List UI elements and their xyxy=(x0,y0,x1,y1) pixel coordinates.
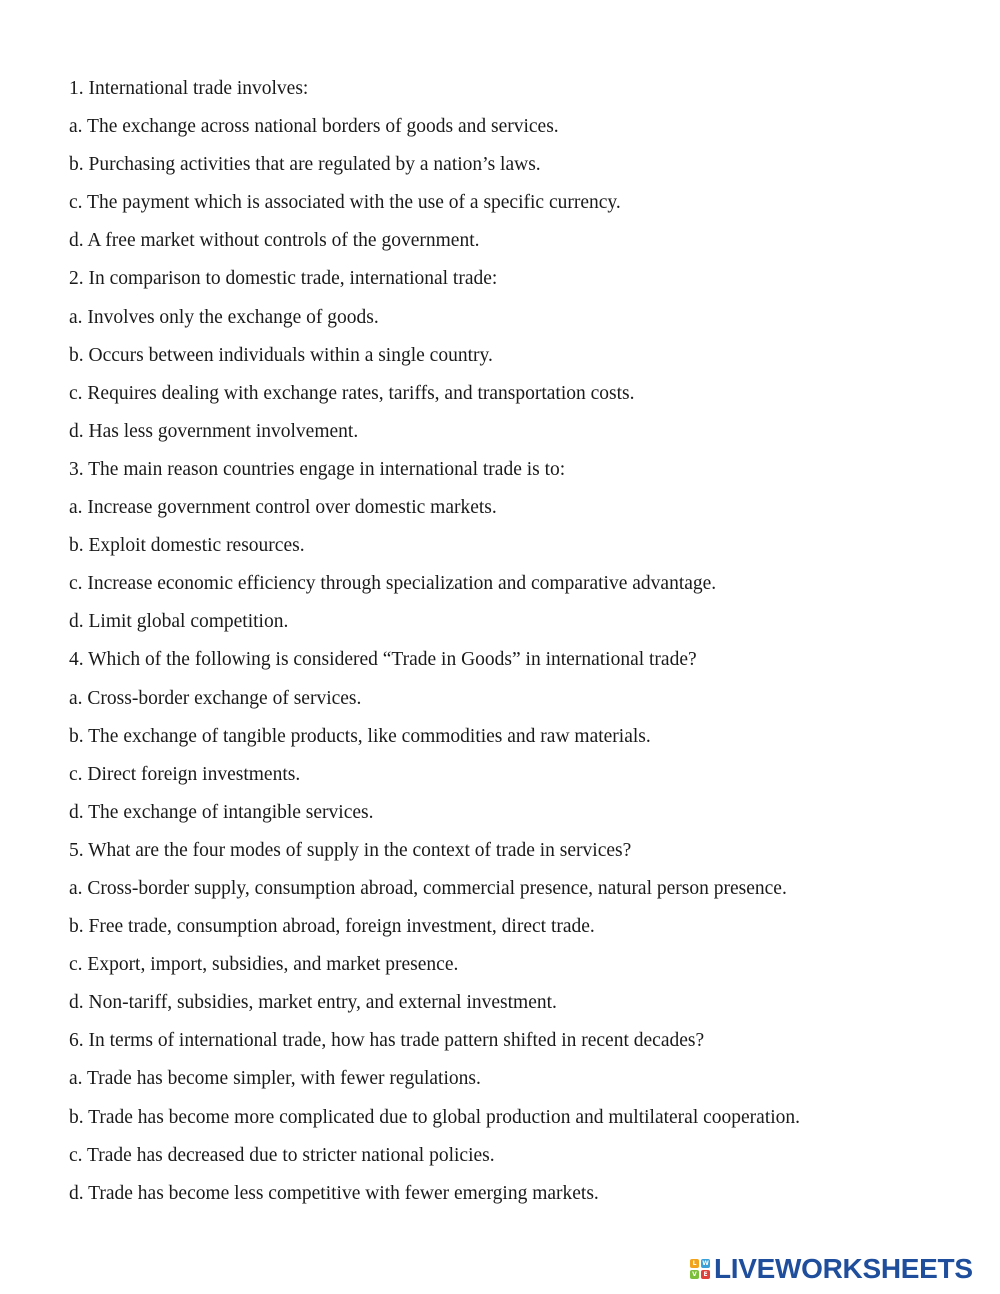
question-3-option-d: d. Limit global competition. xyxy=(69,611,289,633)
logo-tile-e: E xyxy=(701,1270,710,1279)
question-5-title: 5. What are the four modes of supply in the context of trade in services? xyxy=(69,839,632,861)
question-5-option-c: c. Export, import, subsidies, and market presence. xyxy=(69,954,459,976)
question-4-option-d: d. The exchange of intangible services. xyxy=(69,801,374,823)
question-1-option-a: a. The exchange across national borders of goods and services. xyxy=(69,116,559,138)
question-6-option-a: a. Trade has become simpler, with fewer regulations. xyxy=(69,1068,481,1090)
question-3-option-c: c. Increase economic efficiency through specialization and comparative advantage. xyxy=(69,573,717,595)
question-3-title: 3. The main reason countries engage in international trade is to: xyxy=(69,458,566,480)
logo-tile-w: W xyxy=(702,1260,709,1267)
question-5-option-a: a. Cross-border supply, consumption abroad, commercial presence, natural person presence. xyxy=(69,877,787,899)
question-3-option-b: b. Exploit domestic resources. xyxy=(69,535,305,557)
question-4-option-c: c. Direct foreign investments. xyxy=(69,763,301,785)
question-5-option-d: d. Non-tariff, subsidies, market entry, and external investment. xyxy=(69,992,557,1014)
liveworksheets-logo xyxy=(690,1254,973,1284)
question-2-option-d: d. Has less government involvement. xyxy=(69,420,359,442)
question-1-option-c: c. The payment which is associated with the use of a specific currency. xyxy=(69,192,621,214)
question-2-title: 2. In comparison to domestic trade, international trade: xyxy=(69,268,498,290)
question-4-title: 4. Which of the following is considered “Trade in Goods” in international trade? xyxy=(69,649,697,671)
question-4-option-a: a. Cross-border exchange of services. xyxy=(69,687,362,709)
question-6-option-c: c. Trade has decreased due to stricter national policies. xyxy=(69,1144,495,1166)
logo-wordmark: LIVEWORKSHEETS xyxy=(714,1253,973,1284)
question-2-option-c: c. Requires dealing with exchange rates, tariffs, and transportation costs. xyxy=(69,382,635,404)
liveworksheets-logo-icon xyxy=(690,1259,710,1279)
question-1-option-d: d. A free market without controls of the government. xyxy=(69,230,480,252)
logo-tile-l: L xyxy=(690,1259,699,1268)
question-1-option-b: b. Purchasing activities that are regulated by a nation’s laws. xyxy=(69,154,541,176)
question-5-option-b: b. Free trade, consumption abroad, foreign investment, direct trade. xyxy=(69,916,595,938)
question-2-option-a: a. Involves only the exchange of goods. xyxy=(69,306,379,328)
worksheet-body xyxy=(69,70,969,1213)
question-1-title: 1. International trade involves: xyxy=(69,78,309,99)
question-2-option-b: b. Occurs between individuals within a single country. xyxy=(69,344,493,366)
question-6-option-d: d. Trade has become less competitive with fewer emerging markets. xyxy=(69,1182,599,1204)
question-6-option-b: b. Trade has become more complicated due to global production and multilateral cooperation. xyxy=(69,1106,801,1128)
question-4-option-b: b. The exchange of tangible products, like commodities and raw materials. xyxy=(69,725,651,747)
question-6-title: 6. In terms of international trade, how has trade pattern shifted in recent decades? xyxy=(69,1030,705,1052)
logo-tile-v: V xyxy=(690,1270,699,1279)
question-3-option-a: a. Increase government control over domestic markets. xyxy=(69,497,497,519)
